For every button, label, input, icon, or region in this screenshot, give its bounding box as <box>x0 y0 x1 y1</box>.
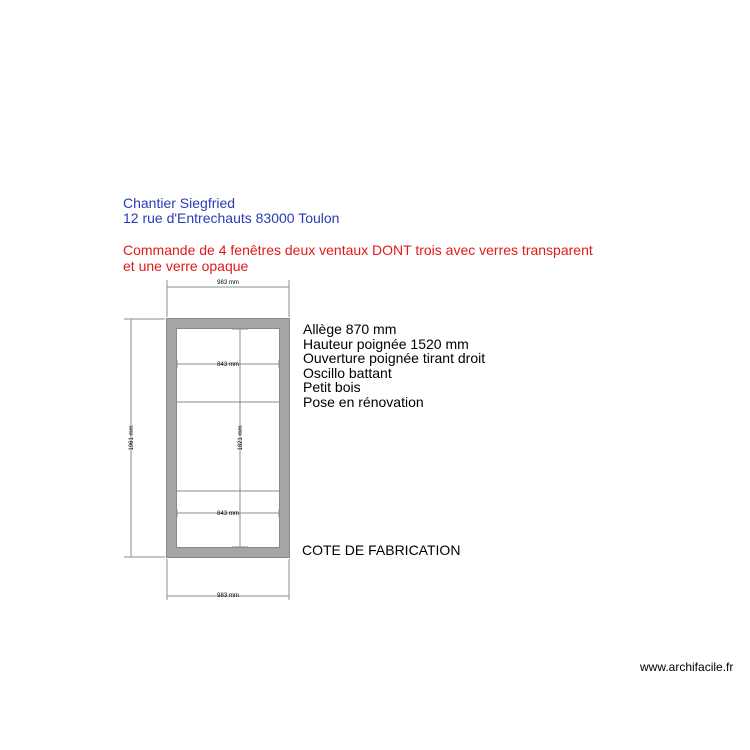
dimension-width-bottom-label: 983 mm <box>217 593 239 599</box>
dimension-height-inner-label: 1821 mm <box>238 425 244 451</box>
window-frame <box>166 318 290 558</box>
project-address: 12 rue d'Entrechauts 83000 Toulon <box>123 210 340 226</box>
order-line-2: et une verre opaque <box>123 258 249 274</box>
spec-item-hauteur-poignee: Hauteur poignée 1520 mm <box>303 335 469 352</box>
dimension-inner-width-bottom-label: 843 mm <box>217 511 239 517</box>
watermark: www.archifacile.fr <box>640 660 734 674</box>
project-name: Chantier Siegfried <box>123 195 236 211</box>
spec-item-ouverture: Ouverture poignée tirant droit <box>303 350 486 366</box>
spec-item-oscillo: Oscillo battant <box>303 364 392 381</box>
order-line-1: Commande de 4 fenêtres deux ventaux DONT trois avec verres transparent <box>123 242 593 258</box>
spec-list <box>303 322 485 409</box>
spec-item-allege: Allège 870 mm <box>303 321 397 337</box>
dimension-inner-width-top-label: 843 mm <box>217 362 239 368</box>
spec-item-pose: Pose en rénovation <box>303 393 424 410</box>
spec-item-petit-bois: Petit bois <box>303 379 361 395</box>
dimension-height-outer-label: 1961 mm <box>129 425 135 451</box>
dimension-width-top-label: 983 mm <box>217 280 239 286</box>
fabrication-note: COTE DE FABRICATION <box>302 542 461 558</box>
